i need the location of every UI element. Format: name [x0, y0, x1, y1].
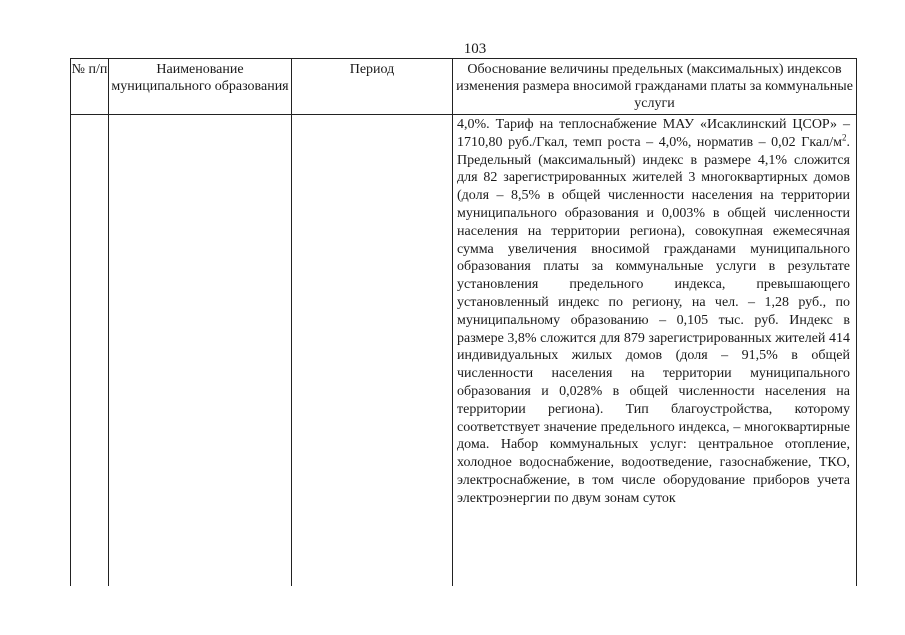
table-row	[71, 115, 857, 587]
cell-justification	[453, 115, 857, 587]
justification-text	[457, 116, 850, 508]
header-period: Период	[292, 59, 453, 115]
document-table	[70, 58, 857, 586]
cell-number	[71, 115, 109, 587]
header-justification: Обоснование величины предельных (максимальных) индексов изменения размера вносимой гражданами платы за коммунальные услуги	[453, 59, 857, 115]
header-number: № п/п	[71, 59, 109, 115]
header-municipality-name: Наименование муниципального образования	[109, 59, 292, 115]
justification-text-part2: . Предельный (максимальный) индекс в размере 4,1% сложится для 82 зарегистрированных жителей 3 многоквартирных домов (доля – 8,5% в общей численности населения на территории муниципального образования и 0,003% в общей численности населения на территории региона), совокупная ежемесячная сумма увеличения вносимой гражданами муниципального образования платы за коммунальные услуги в результате установления предельного индекса, превышающего установленный индекс по региону, на чел. – 1,28 руб., по муниципальному образованию – 0,105 тыс. руб. Индекс в размере 3,8% сложится для 879 зарегистрированных жителей 414 индивидуальных жилых домов (доля – 91,5% в общей численности населения на территории муниципального образования и 0,028% в общей численности населения на территории региона). Тип благоустройства, которому соответствует значение предельного индекса, – многоквартирные дома. Набор коммунальных услуг: центральное отопление, холодное водоснабжение, водоотведение, газоснабжение, ТКО, электроснабжение, в том числе оборудование приборов учета электроэнергии по двум зонам суток	[457, 134, 850, 506]
table-header-row	[71, 59, 857, 115]
superscript: 2	[842, 132, 847, 143]
justification-text-part1: 4,0%. Тариф на теплоснабжение МАУ «Исаклинский ЦСОР» – 1710,80 руб./Гкал, темп роста – 4,0%, норматив – 0,02 Гкал/м	[457, 117, 850, 150]
page-number: 103	[463, 41, 487, 57]
cell-municipality-name	[109, 115, 292, 587]
cell-period	[292, 115, 453, 587]
